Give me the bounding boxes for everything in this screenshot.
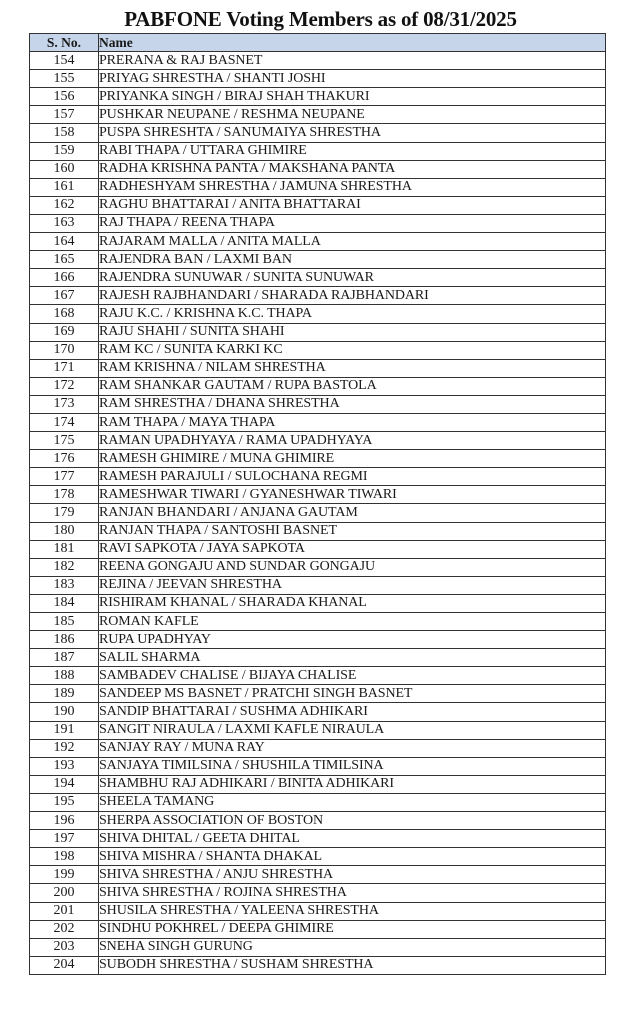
table-row bbox=[30, 413, 606, 431]
member-name-cell: RANJAN BHANDARI / ANJANA GAUTAM bbox=[99, 504, 606, 522]
member-name-cell: SHIVA DHITAL / GEETA DHITAL bbox=[99, 830, 606, 848]
member-name-cell: RANJAN THAPA / SANTOSHI BASNET bbox=[99, 522, 606, 540]
serial-number-cell: 180 bbox=[30, 522, 99, 540]
serial-number-cell: 191 bbox=[30, 721, 99, 739]
member-name-cell: SAMBADEV CHALISE / BIJAYA CHALISE bbox=[99, 667, 606, 685]
member-name-cell: RAM KC / SUNITA KARKI KC bbox=[99, 341, 606, 359]
table-row bbox=[30, 395, 606, 413]
member-name-cell: REJINA / JEEVAN SHRESTHA bbox=[99, 576, 606, 594]
member-name-cell: SANDEEP MS BASNET / PRATCHI SINGH BASNET bbox=[99, 685, 606, 703]
table-row bbox=[30, 486, 606, 504]
table-row bbox=[30, 233, 606, 251]
table-row bbox=[30, 450, 606, 468]
member-name-cell: RAMAN UPADHYAYA / RAMA UPADHYAYA bbox=[99, 432, 606, 450]
table-row bbox=[30, 305, 606, 323]
serial-number-cell: 200 bbox=[30, 884, 99, 902]
table-row bbox=[30, 196, 606, 214]
table-row bbox=[30, 468, 606, 486]
member-name-cell: PRIYANKA SINGH / BIRAJ SHAH THAKURI bbox=[99, 88, 606, 106]
member-name-cell: PRERANA & RAJ BASNET bbox=[99, 52, 606, 70]
table-row bbox=[30, 106, 606, 124]
table-row bbox=[30, 178, 606, 196]
table-row bbox=[30, 793, 606, 811]
serial-number-cell: 176 bbox=[30, 450, 99, 468]
serial-number-cell: 199 bbox=[30, 866, 99, 884]
member-name-cell: RAVI SAPKOTA / JAYA SAPKOTA bbox=[99, 540, 606, 558]
table-row bbox=[30, 522, 606, 540]
member-name-cell: SHUSILA SHRESTHA / YALEENA SHRESTHA bbox=[99, 902, 606, 920]
serial-number-cell: 164 bbox=[30, 233, 99, 251]
serial-number-cell: 182 bbox=[30, 558, 99, 576]
table-row bbox=[30, 866, 606, 884]
table-row bbox=[30, 775, 606, 793]
member-name-cell: SHIVA MISHRA / SHANTA DHAKAL bbox=[99, 848, 606, 866]
table-row bbox=[30, 812, 606, 830]
table-row bbox=[30, 251, 606, 269]
serial-number-cell: 202 bbox=[30, 920, 99, 938]
member-name-cell: RAJU K.C. / KRISHNA K.C. THAPA bbox=[99, 305, 606, 323]
serial-number-cell: 201 bbox=[30, 902, 99, 920]
member-name-cell: RAMESH PARAJULI / SULOCHANA REGMI bbox=[99, 468, 606, 486]
serial-number-cell: 156 bbox=[30, 88, 99, 106]
member-name-cell: PRIYAG SHRESTHA / SHANTI JOSHI bbox=[99, 70, 606, 88]
serial-number-cell: 187 bbox=[30, 649, 99, 667]
table-row bbox=[30, 540, 606, 558]
serial-number-cell: 175 bbox=[30, 432, 99, 450]
serial-number-cell: 161 bbox=[30, 178, 99, 196]
serial-number-cell: 173 bbox=[30, 395, 99, 413]
member-name-cell: RAM SHRESTHA / DHANA SHRESTHA bbox=[99, 395, 606, 413]
table-row bbox=[30, 938, 606, 956]
table-row bbox=[30, 703, 606, 721]
serial-number-cell: 168 bbox=[30, 305, 99, 323]
member-name-cell: PUSHKAR NEUPANE / RESHMA NEUPANE bbox=[99, 106, 606, 124]
member-name-cell: SHAMBHU RAJ ADHIKARI / BINITA ADHIKARI bbox=[99, 775, 606, 793]
serial-number-cell: 178 bbox=[30, 486, 99, 504]
table-row bbox=[30, 124, 606, 142]
table-row bbox=[30, 70, 606, 88]
serial-number-cell: 186 bbox=[30, 631, 99, 649]
serial-number-cell: 158 bbox=[30, 124, 99, 142]
table-row bbox=[30, 649, 606, 667]
member-name-cell: RAJARAM MALLA / ANITA MALLA bbox=[99, 233, 606, 251]
column-header-name: Name bbox=[99, 34, 606, 52]
member-name-cell: RAM KRISHNA / NILAM SHRESTHA bbox=[99, 359, 606, 377]
member-name-cell: RAMESHWAR TIWARI / GYANESHWAR TIWARI bbox=[99, 486, 606, 504]
serial-number-cell: 190 bbox=[30, 703, 99, 721]
table-row bbox=[30, 920, 606, 938]
members-table bbox=[29, 33, 606, 975]
table-row bbox=[30, 884, 606, 902]
member-name-cell: SANDIP BHATTARAI / SUSHMA ADHIKARI bbox=[99, 703, 606, 721]
table-row bbox=[30, 576, 606, 594]
member-name-cell: RUPA UPADHYAY bbox=[99, 631, 606, 649]
table-header-row bbox=[30, 34, 606, 52]
serial-number-cell: 204 bbox=[30, 956, 99, 974]
serial-number-cell: 181 bbox=[30, 540, 99, 558]
serial-number-cell: 203 bbox=[30, 938, 99, 956]
serial-number-cell: 170 bbox=[30, 341, 99, 359]
serial-number-cell: 155 bbox=[30, 70, 99, 88]
member-name-cell: SANJAYA TIMILSINA / SHUSHILA TIMILSINA bbox=[99, 757, 606, 775]
table-row bbox=[30, 830, 606, 848]
member-name-cell: SINDHU POKHREL / DEEPA GHIMIRE bbox=[99, 920, 606, 938]
serial-number-cell: 183 bbox=[30, 576, 99, 594]
table-row bbox=[30, 323, 606, 341]
table-row bbox=[30, 956, 606, 974]
table-row bbox=[30, 613, 606, 631]
serial-number-cell: 193 bbox=[30, 757, 99, 775]
serial-number-cell: 192 bbox=[30, 739, 99, 757]
serial-number-cell: 196 bbox=[30, 812, 99, 830]
table-row bbox=[30, 721, 606, 739]
serial-number-cell: 163 bbox=[30, 214, 99, 232]
serial-number-cell: 154 bbox=[30, 52, 99, 70]
member-name-cell: RAJENDRA BAN / LAXMI BAN bbox=[99, 251, 606, 269]
table-row bbox=[30, 594, 606, 612]
serial-number-cell: 160 bbox=[30, 160, 99, 178]
member-name-cell: SHIVA SHRESTHA / ROJINA SHRESTHA bbox=[99, 884, 606, 902]
table-row bbox=[30, 757, 606, 775]
serial-number-cell: 198 bbox=[30, 848, 99, 866]
member-name-cell: SHEELA TAMANG bbox=[99, 793, 606, 811]
serial-number-cell: 162 bbox=[30, 196, 99, 214]
table-row bbox=[30, 739, 606, 757]
table-row bbox=[30, 432, 606, 450]
table-row bbox=[30, 685, 606, 703]
serial-number-cell: 167 bbox=[30, 287, 99, 305]
table-row bbox=[30, 142, 606, 160]
serial-number-cell: 184 bbox=[30, 594, 99, 612]
serial-number-cell: 165 bbox=[30, 251, 99, 269]
member-name-cell: RAM SHANKAR GAUTAM / RUPA BASTOLA bbox=[99, 377, 606, 395]
table-row bbox=[30, 341, 606, 359]
table-row bbox=[30, 377, 606, 395]
member-name-cell: RABI THAPA / UTTARA GHIMIRE bbox=[99, 142, 606, 160]
serial-number-cell: 194 bbox=[30, 775, 99, 793]
serial-number-cell: 166 bbox=[30, 269, 99, 287]
column-header-sno: S. No. bbox=[30, 34, 99, 52]
member-name-cell: RISHIRAM KHANAL / SHARADA KHANAL bbox=[99, 594, 606, 612]
member-name-cell: ROMAN KAFLE bbox=[99, 613, 606, 631]
member-name-cell: SUBODH SHRESTHA / SUSHAM SHRESTHA bbox=[99, 956, 606, 974]
table-row bbox=[30, 631, 606, 649]
serial-number-cell: 179 bbox=[30, 504, 99, 522]
serial-number-cell: 172 bbox=[30, 377, 99, 395]
member-name-cell: RAMESH GHIMIRE / MUNA GHIMIRE bbox=[99, 450, 606, 468]
serial-number-cell: 185 bbox=[30, 613, 99, 631]
table-row bbox=[30, 558, 606, 576]
member-name-cell: RAGHU BHATTARAI / ANITA BHATTARAI bbox=[99, 196, 606, 214]
members-table-body bbox=[30, 52, 606, 975]
serial-number-cell: 169 bbox=[30, 323, 99, 341]
table-row bbox=[30, 287, 606, 305]
member-name-cell: RAJESH RAJBHANDARI / SHARADA RAJBHANDARI bbox=[99, 287, 606, 305]
table-row bbox=[30, 902, 606, 920]
member-name-cell: SHIVA SHRESTHA / ANJU SHRESTHA bbox=[99, 866, 606, 884]
serial-number-cell: 174 bbox=[30, 413, 99, 431]
member-name-cell: RAJENDRA SUNUWAR / SUNITA SUNUWAR bbox=[99, 269, 606, 287]
table-row bbox=[30, 359, 606, 377]
member-name-cell: REENA GONGAJU AND SUNDAR GONGAJU bbox=[99, 558, 606, 576]
member-name-cell: SNEHA SINGH GURUNG bbox=[99, 938, 606, 956]
table-row bbox=[30, 667, 606, 685]
serial-number-cell: 195 bbox=[30, 793, 99, 811]
table-row bbox=[30, 504, 606, 522]
member-name-cell: RAJU SHAHI / SUNITA SHAHI bbox=[99, 323, 606, 341]
table-row bbox=[30, 269, 606, 287]
serial-number-cell: 188 bbox=[30, 667, 99, 685]
serial-number-cell: 171 bbox=[30, 359, 99, 377]
member-name-cell: SALIL SHARMA bbox=[99, 649, 606, 667]
member-name-cell: SANJAY RAY / MUNA RAY bbox=[99, 739, 606, 757]
serial-number-cell: 189 bbox=[30, 685, 99, 703]
member-name-cell: SANGIT NIRAULA / LAXMI KAFLE NIRAULA bbox=[99, 721, 606, 739]
member-name-cell: RADHESHYAM SHRESTHA / JAMUNA SHRESTHA bbox=[99, 178, 606, 196]
member-name-cell: RAM THAPA / MAYA THAPA bbox=[99, 413, 606, 431]
member-name-cell: PUSPA SHRESHTA / SANUMAIYA SHRESTHA bbox=[99, 124, 606, 142]
table-row bbox=[30, 160, 606, 178]
member-name-cell: RADHA KRISHNA PANTA / MAKSHANA PANTA bbox=[99, 160, 606, 178]
serial-number-cell: 197 bbox=[30, 830, 99, 848]
member-name-cell: SHERPA ASSOCIATION OF BOSTON bbox=[99, 812, 606, 830]
table-row bbox=[30, 848, 606, 866]
member-name-cell: RAJ THAPA / REENA THAPA bbox=[99, 214, 606, 232]
table-row bbox=[30, 88, 606, 106]
serial-number-cell: 159 bbox=[30, 142, 99, 160]
table-row bbox=[30, 52, 606, 70]
serial-number-cell: 157 bbox=[30, 106, 99, 124]
serial-number-cell: 177 bbox=[30, 468, 99, 486]
table-row bbox=[30, 214, 606, 232]
document-title: PABFONE Voting Members as of 08/31/2025 bbox=[124, 7, 517, 31]
